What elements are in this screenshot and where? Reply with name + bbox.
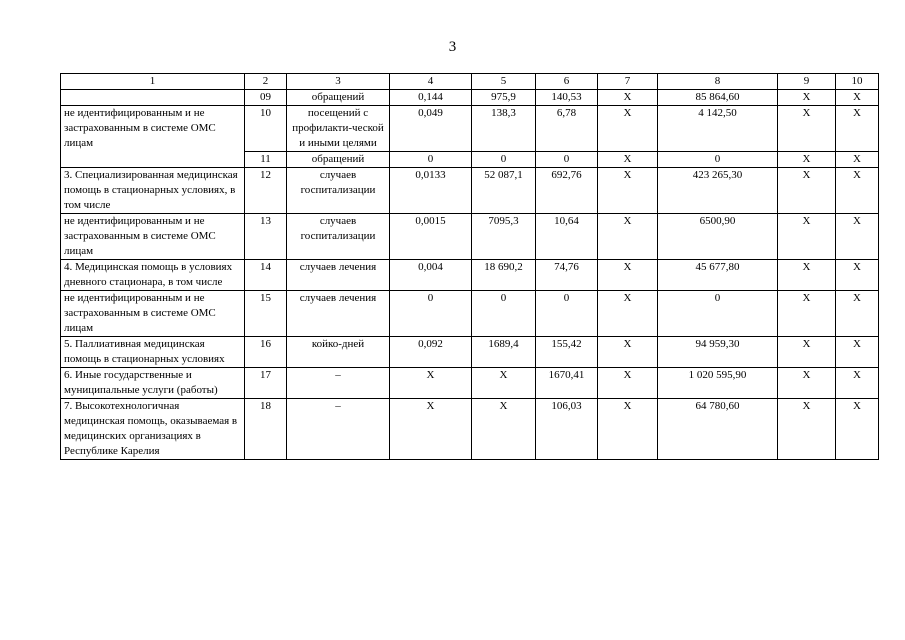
table-cell: 0,092: [390, 337, 472, 368]
table-cell: Х: [778, 106, 836, 152]
table-cell: Х: [472, 368, 536, 399]
table-cell: 6500,90: [658, 214, 778, 260]
table-cell: Х: [598, 168, 658, 214]
header-cell: 4: [390, 74, 472, 90]
table-row: [61, 337, 879, 368]
table-row: [61, 106, 879, 152]
table-cell: 0: [536, 152, 598, 168]
table-cell: Х: [778, 399, 836, 460]
row-name-cell: [61, 90, 245, 106]
row-name-cell: 4. Медицинская помощь в условиях дневного стационара, в том числе: [61, 260, 245, 291]
row-code-cell: 14: [245, 260, 287, 291]
table-cell: 1670,41: [536, 368, 598, 399]
table-row: [61, 291, 879, 337]
table-cell: Х: [778, 214, 836, 260]
row-unit-cell: –: [287, 399, 390, 460]
row-name-cell: не идентифицированным и не застрахованным в системе ОМС лицам: [61, 214, 245, 260]
table-cell: 1 020 595,90: [658, 368, 778, 399]
table-cell: Х: [598, 399, 658, 460]
header-cell: 10: [836, 74, 879, 90]
table-cell: 423 265,30: [658, 168, 778, 214]
row-code-cell: 09: [245, 90, 287, 106]
table-cell: 0: [658, 291, 778, 337]
table-cell: Х: [598, 152, 658, 168]
header-cell: 5: [472, 74, 536, 90]
table-cell: Х: [836, 291, 879, 337]
header-cell: 9: [778, 74, 836, 90]
row-unit-cell: случаев госпитализации: [287, 168, 390, 214]
table-cell: 6,78: [536, 106, 598, 152]
table-cell: 0: [390, 291, 472, 337]
row-name-cell: 7. Высокотехнологичная медицинская помощь, оказываемая в медицинских организациях в Республике Карелия: [61, 399, 245, 460]
table-cell: 138,3: [472, 106, 536, 152]
table-cell: 0,004: [390, 260, 472, 291]
table-cell: Х: [836, 168, 879, 214]
header-cell: 6: [536, 74, 598, 90]
row-name-cell: 6. Иные государственные и муниципальные услуги (работы): [61, 368, 245, 399]
table-cell: 692,76: [536, 168, 598, 214]
table-cell: 10,64: [536, 214, 598, 260]
table-cell: Х: [598, 368, 658, 399]
table-cell: 4 142,50: [658, 106, 778, 152]
table-cell: 0: [390, 152, 472, 168]
row-unit-cell: обращений: [287, 90, 390, 106]
row-name-cell: не идентифицированным и не застрахованным в системе ОМС лицам: [61, 291, 245, 337]
row-code-cell: 11: [245, 152, 287, 168]
table-cell: Х: [598, 291, 658, 337]
table-cell: 0: [472, 291, 536, 337]
table-cell: 0: [536, 291, 598, 337]
row-name-cell: 5. Паллиативная медицинская помощь в стационарных условиях: [61, 337, 245, 368]
table-row: [61, 168, 879, 214]
table-cell: Х: [778, 152, 836, 168]
header-cell: 2: [245, 74, 287, 90]
row-code-cell: 15: [245, 291, 287, 337]
table-cell: 0: [658, 152, 778, 168]
table-cell: Х: [836, 152, 879, 168]
data-table: [60, 73, 879, 460]
table-cell: Х: [472, 399, 536, 460]
table-cell: 0,0133: [390, 168, 472, 214]
table-cell: 975,9: [472, 90, 536, 106]
row-code-cell: 10: [245, 106, 287, 152]
header-cell: 1: [61, 74, 245, 90]
row-name-cell: 3. Специализированная медицинская помощь в стационарных условиях, в том числе: [61, 168, 245, 214]
header-cell: 8: [658, 74, 778, 90]
row-unit-cell: посещений с профилакти-ческой и иными целями: [287, 106, 390, 152]
table-header-row: [61, 74, 879, 90]
header-cell: 7: [598, 74, 658, 90]
header-cell: 3: [287, 74, 390, 90]
row-name-cell: не идентифицированным и не застрахованным в системе ОМС лицам: [61, 106, 245, 168]
row-code-cell: 18: [245, 399, 287, 460]
table-cell: Х: [778, 168, 836, 214]
row-unit-cell: случаев госпитализации: [287, 214, 390, 260]
table-cell: Х: [390, 399, 472, 460]
row-unit-cell: случаев лечения: [287, 260, 390, 291]
table-cell: 106,03: [536, 399, 598, 460]
table-cell: Х: [390, 368, 472, 399]
table-cell: Х: [778, 337, 836, 368]
row-code-cell: 13: [245, 214, 287, 260]
table-cell: 140,53: [536, 90, 598, 106]
table-cell: 64 780,60: [658, 399, 778, 460]
table-cell: Х: [836, 399, 879, 460]
table-row: [61, 260, 879, 291]
table-cell: 52 087,1: [472, 168, 536, 214]
table-cell: 45 677,80: [658, 260, 778, 291]
table-cell: Х: [836, 90, 879, 106]
row-code-cell: 17: [245, 368, 287, 399]
table-cell: 1689,4: [472, 337, 536, 368]
table-row: [61, 399, 879, 460]
table-cell: Х: [836, 337, 879, 368]
table-cell: Х: [778, 368, 836, 399]
table-cell: Х: [598, 214, 658, 260]
row-unit-cell: –: [287, 368, 390, 399]
table-cell: Х: [836, 106, 879, 152]
page-number: 3: [448, 39, 457, 55]
table-cell: 94 959,30: [658, 337, 778, 368]
table-cell: 0,144: [390, 90, 472, 106]
table-cell: Х: [778, 260, 836, 291]
table-cell: 85 864,60: [658, 90, 778, 106]
row-unit-cell: обращений: [287, 152, 390, 168]
table-row: [61, 214, 879, 260]
table-row: [61, 90, 879, 106]
table-row: [61, 368, 879, 399]
table-cell: Х: [836, 260, 879, 291]
table-cell: Х: [836, 368, 879, 399]
table-cell: Х: [598, 90, 658, 106]
table-cell: Х: [598, 337, 658, 368]
table-cell: Х: [778, 291, 836, 337]
table-cell: 18 690,2: [472, 260, 536, 291]
row-unit-cell: случаев лечения: [287, 291, 390, 337]
table-cell: 74,76: [536, 260, 598, 291]
table-cell: 0,049: [390, 106, 472, 152]
table-cell: Х: [836, 214, 879, 260]
table-cell: 155,42: [536, 337, 598, 368]
table-cell: Х: [778, 90, 836, 106]
table-cell: Х: [598, 260, 658, 291]
table-cell: 7095,3: [472, 214, 536, 260]
row-code-cell: 16: [245, 337, 287, 368]
row-unit-cell: койко-дней: [287, 337, 390, 368]
table-cell: 0,0015: [390, 214, 472, 260]
table-cell: Х: [598, 106, 658, 152]
table-cell: 0: [472, 152, 536, 168]
row-code-cell: 12: [245, 168, 287, 214]
